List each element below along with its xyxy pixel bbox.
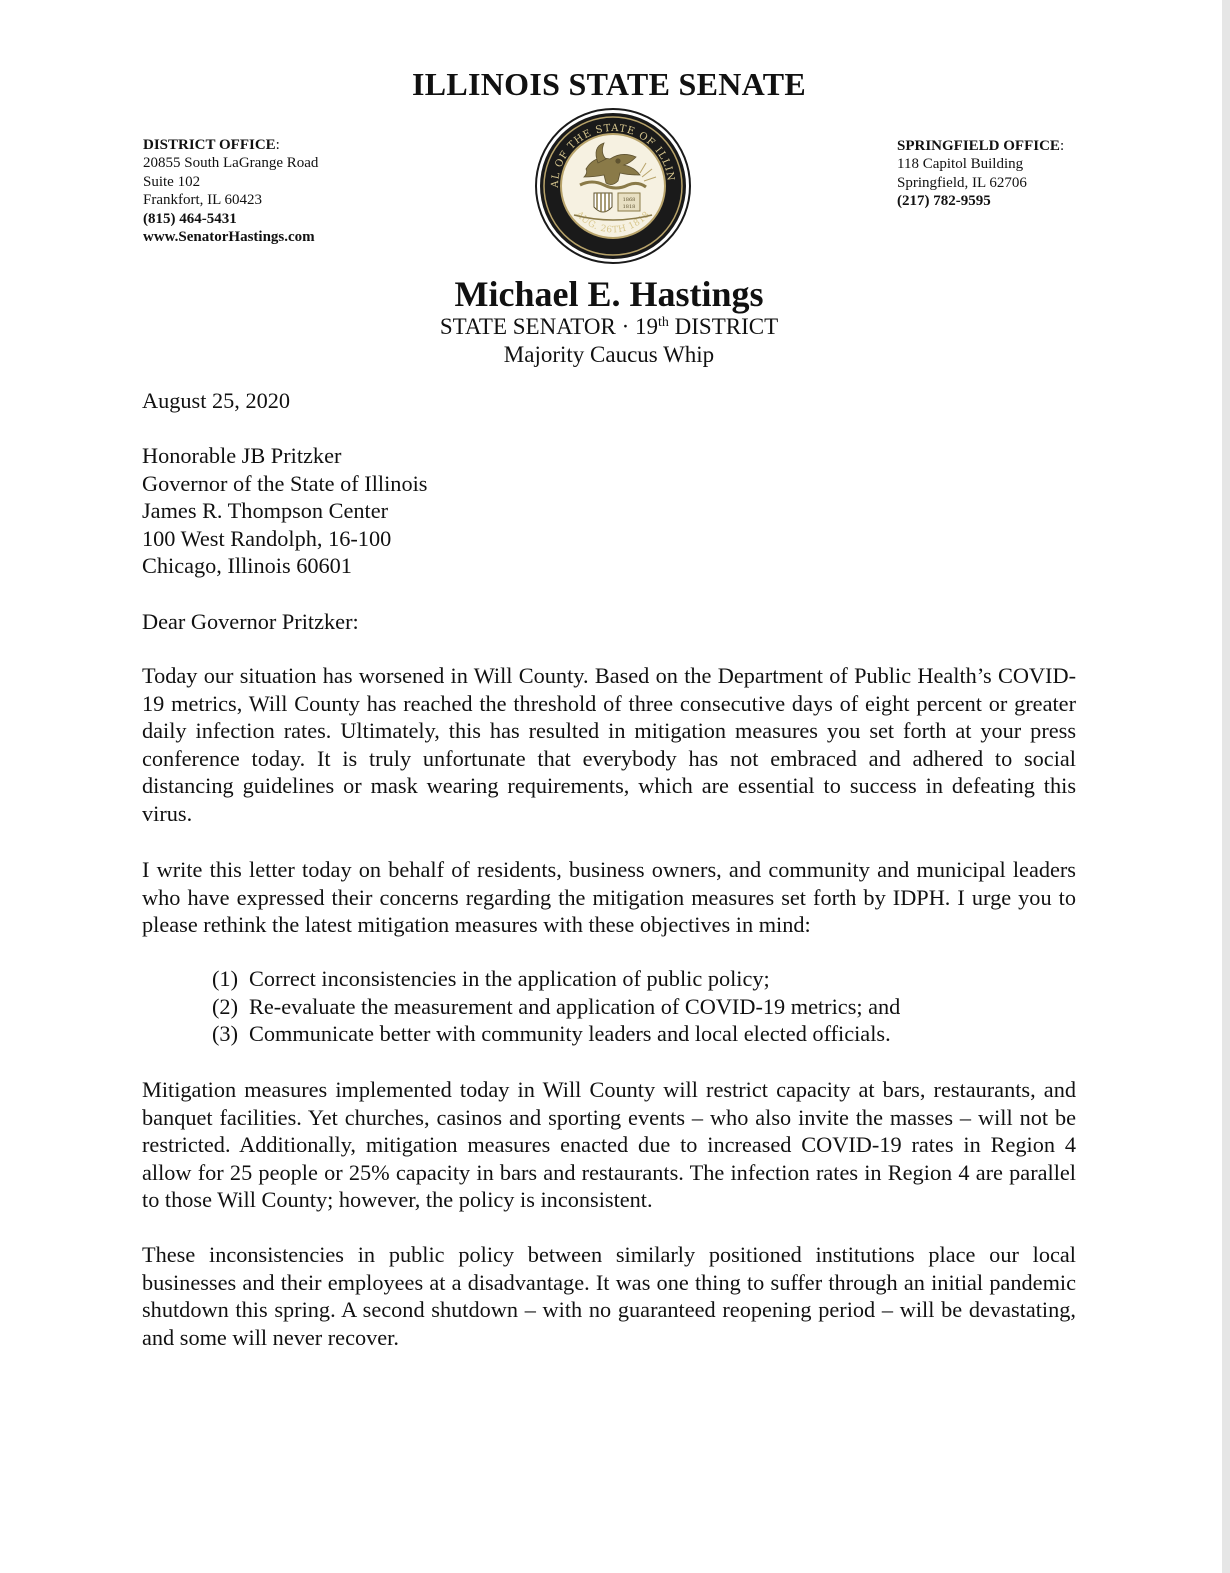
senator-title-suffix: DISTRICT (668, 314, 779, 339)
recipient-address (142, 442, 1076, 580)
objective-number: (3) (212, 1021, 238, 1046)
objective-number: (1) (212, 966, 238, 991)
district-office-website: www.SenatorHastings.com (143, 229, 315, 246)
salutation: Dear Governor Pritzker: (142, 609, 359, 634)
springfield-office-address-line1: 118 Capitol Building (897, 156, 1024, 173)
district-office-address-line2: Suite 102 (143, 173, 201, 190)
seal-date-text: AUG. 26TH 1818 (573, 209, 653, 236)
objective-text: Communicate better with community leaders and local elected officials. (249, 1021, 891, 1046)
recipient-line4: 100 West Randolph, 16-100 (142, 525, 392, 551)
recipient-line2: Governor of the State of Illinois (142, 470, 428, 496)
district-office-city-line: Frankfort, IL 60423 (143, 192, 263, 209)
seal-year-bottom: 1818 (622, 204, 636, 210)
seal-year-top: 1868 (622, 197, 636, 203)
senator-title (0, 313, 1218, 341)
objective-item (212, 1020, 1076, 1048)
district-office-address-line1: 20855 South LaGrange Road (143, 155, 319, 172)
seal-shield-icon (594, 193, 612, 212)
district-office-heading: DISTRICT OFFICE (143, 137, 276, 153)
body-paragraph-5: These inconsistencies in public policy between similarly positioned institutions place our local businesses and their employees at a disadvantage. It was one thing to suffer through an initial pandemic shutdown this spring. A second shutdown – with no guaranteed reopening period – will be devastating, and some will never recover. (142, 1242, 1076, 1350)
body-paragraph-1: Today our situation has worsened in Will County. Based on the Department of Public Health’s COVID-19 metrics, Will County has reached the threshold of three consecutive days of eight percent or greater daily infection rates. Ultimately, this has resulted in mitigation measures you set forth at your press conference today. It is truly unfortunate that everybody has not embraced and adhered to social distancing guidelines or mask wearing requirements, which are essential to success in defeating this virus. (142, 663, 1076, 826)
letterhead-title: ILLINOIS STATE SENATE (411, 66, 806, 102)
body-paragraph-4: Mitigation measures implemented today in Will County will restrict capacity at bars, restaurants, and banquet facilities. Yet churches, casinos and sporting events – who also invite the masses – will not be restricted. Additionally, mitigation measures enacted due to increased COVID-19 rates in Region 4 allow for 25 people or 25% capacity in bars and restaurants. The infection rates in Region 4 are parallel to those Will County; however, the policy is inconsistent. (142, 1077, 1076, 1212)
district-office-phone: (815) 464-5431 (143, 210, 237, 227)
springfield-office-phone: (217) 782-9595 (897, 193, 991, 210)
objective-item (212, 993, 1076, 1021)
recipient-line5: Chicago, Illinois 60601 (142, 553, 352, 578)
senator-name: Michael E. Hastings (454, 274, 764, 314)
objectives-list (212, 965, 1076, 1048)
springfield-office-block: SPRINGFIELD OFFICE: 118 Capitol Building Springfield, IL 62706 (217) 782-9595 (897, 138, 1065, 210)
senator-role: Majority Caucus Whip (503, 342, 715, 367)
senator-title-sup: th (658, 315, 669, 330)
springfield-office-heading: SPRINGFIELD OFFICE (897, 138, 1060, 154)
letter-date: August 25, 2020 (142, 388, 291, 413)
page-edge (1222, 0, 1230, 1573)
seal-ring-text: AL OF THE STATE OF ILLIN (549, 122, 676, 189)
recipient-line1: Honorable JB Pritzker (142, 443, 342, 468)
senator-title-prefix: STATE SENATOR · 19 (439, 314, 659, 339)
objective-item (212, 965, 1076, 993)
recipient-line3: James R. Thompson Center (142, 498, 389, 523)
objective-number: (2) (212, 993, 238, 1019)
state-seal-logo (534, 107, 692, 265)
springfield-office-city-line: Springfield, IL 62706 (897, 174, 1027, 191)
district-office-block: DISTRICT OFFICE: 20855 South LaGrange Road Suite 102 Frankfort, IL 60423 (815) 464-5431 www.SenatorHastings.com (143, 137, 319, 246)
body-paragraph-2: I write this letter today on behalf of residents, business owners, and community and municipal leaders who have expressed their concerns regarding the mitigation measures set forth by IDPH. I urge you to please rethink the latest mitigation measures with these objectives in mind: (142, 857, 1076, 937)
objective-text: Correct inconsistencies in the application of public policy; (249, 966, 770, 991)
objective-text: Re-evaluate the measurement and application of COVID-19 metrics; and (249, 993, 901, 1019)
